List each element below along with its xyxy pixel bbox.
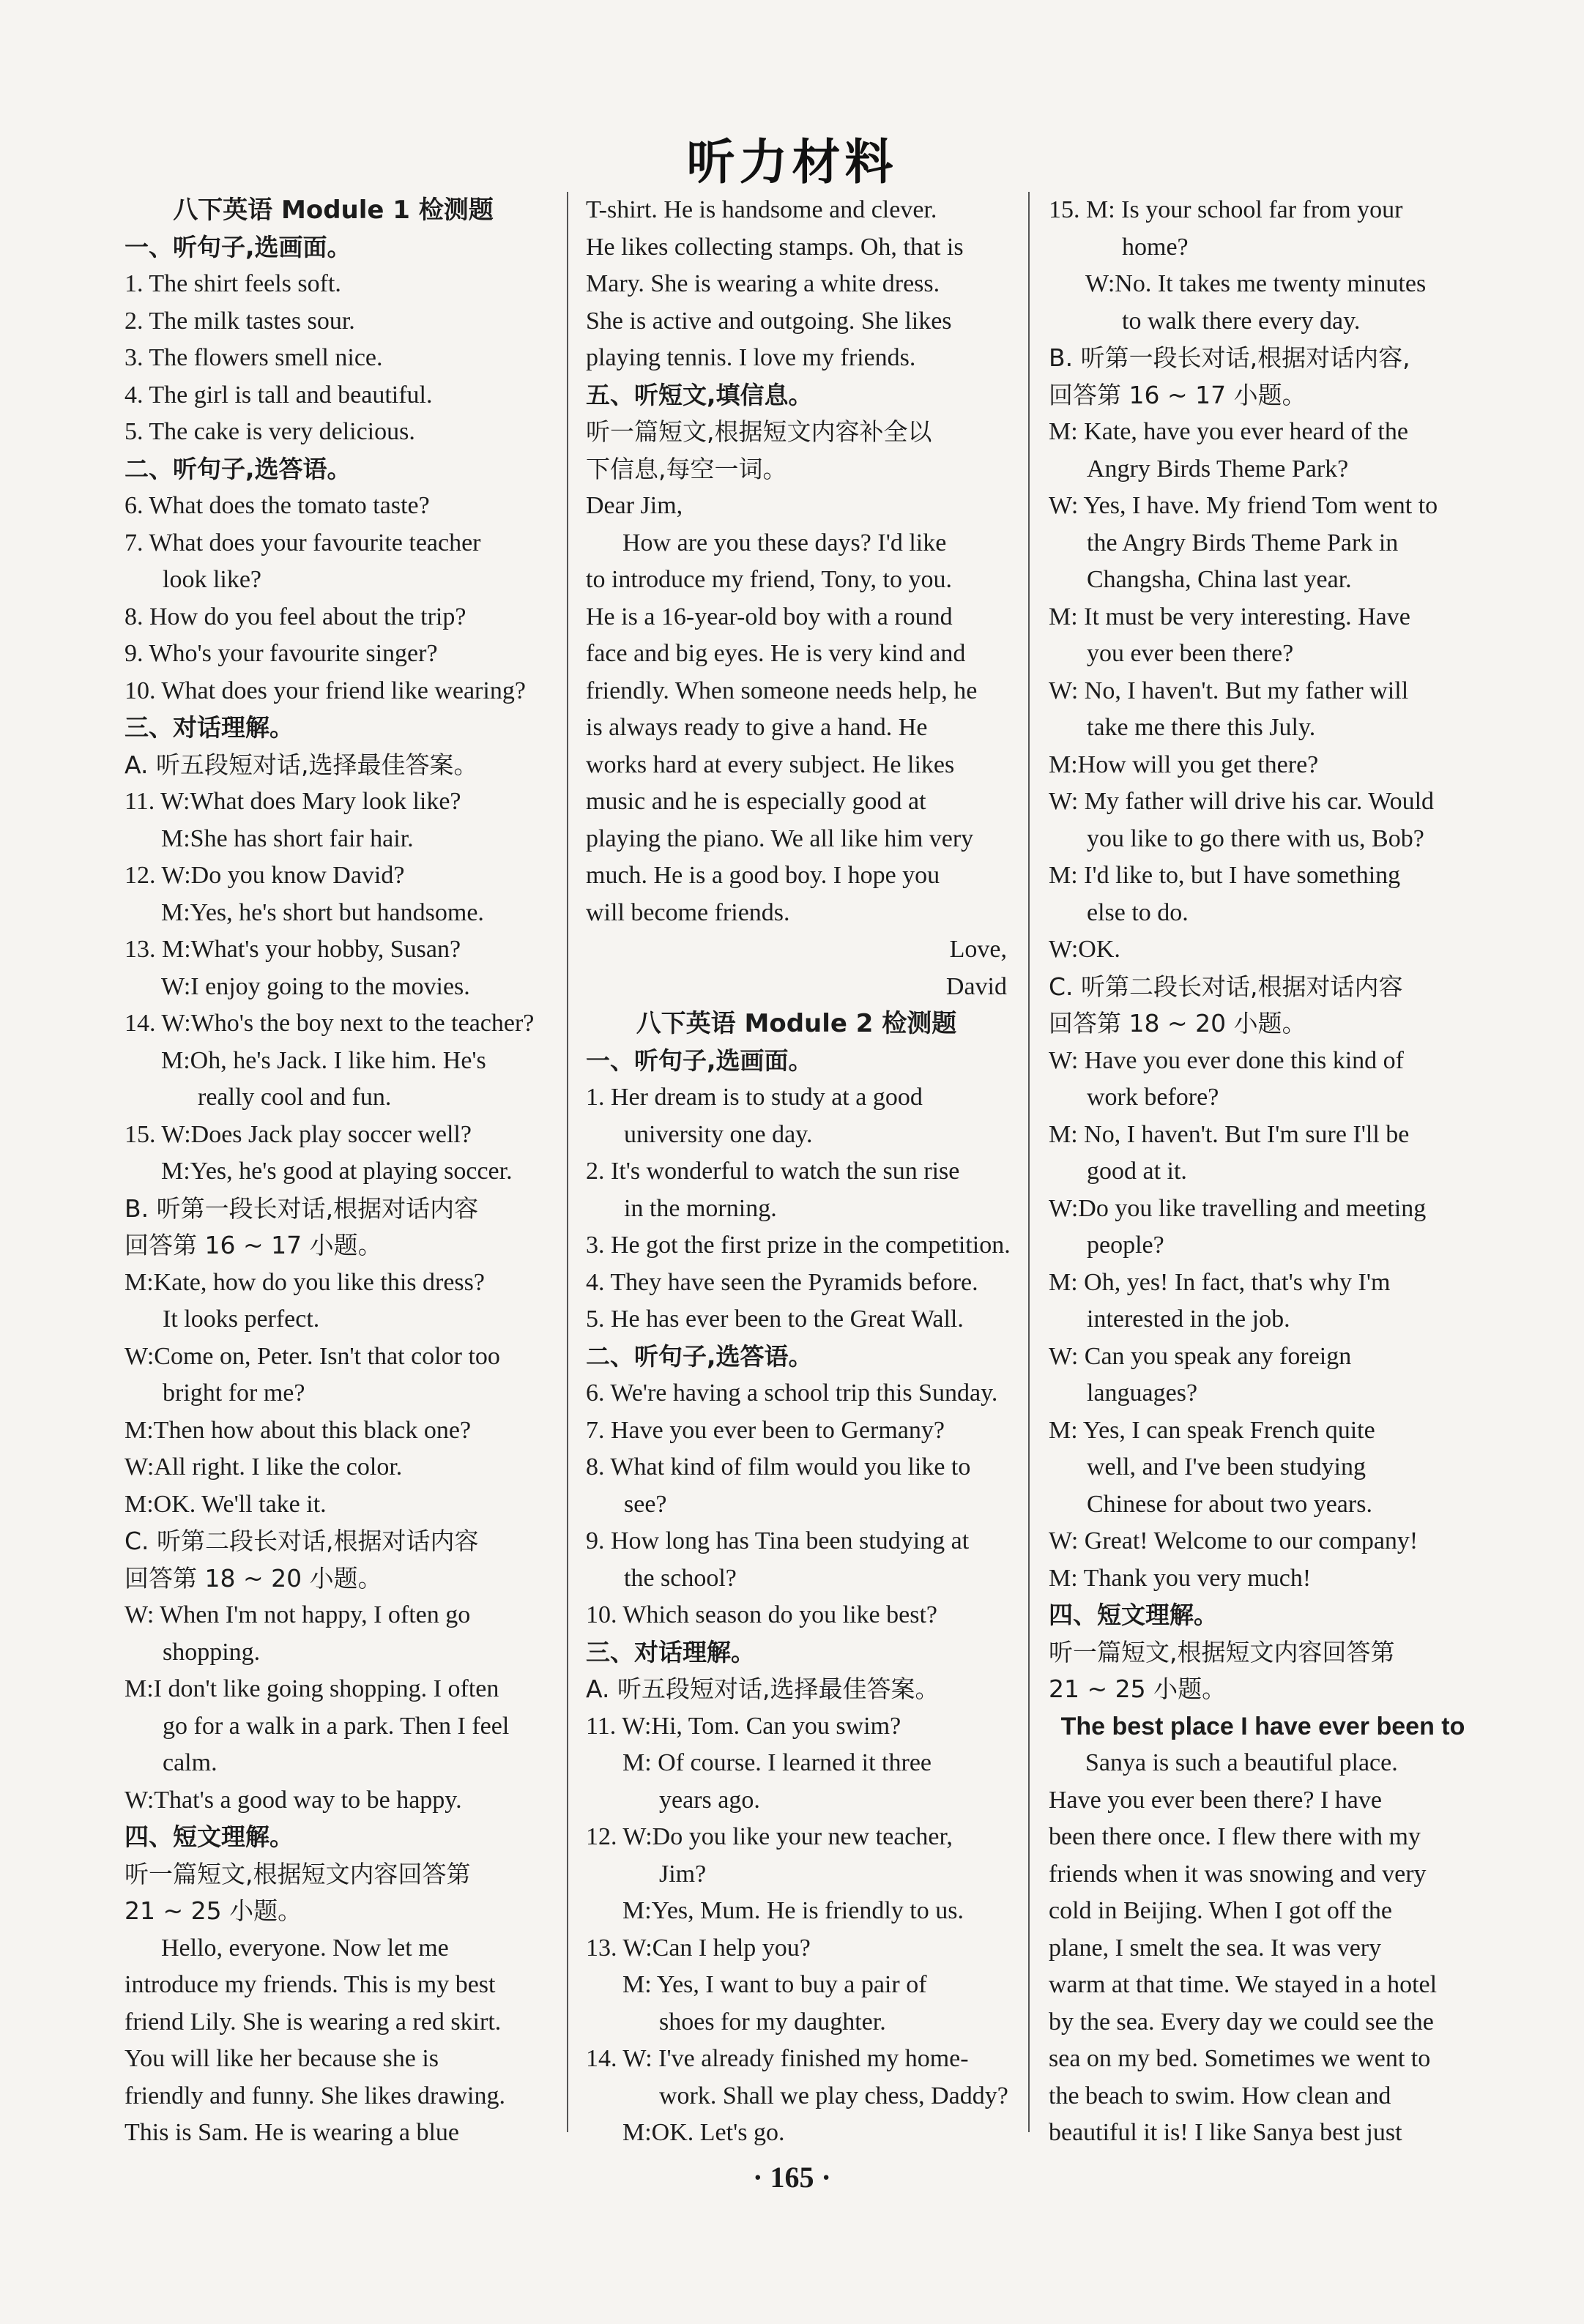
text-line: 12. W:Do you know David? [124,862,405,889]
text-line: W: My father will drive his car. Would [1049,788,1435,815]
text-line: M: Of course. I learned it three [622,1749,932,1776]
text-line: people? [1087,1232,1164,1259]
text-line: else to do. [1087,898,1189,926]
text-line: work. Shall we play chess, Daddy? [659,2082,1008,2109]
text-line: 11. W:What does Mary look like? [124,788,461,815]
text-line: friendly. When someone needs help, he [586,677,978,704]
text-line: 12. W:Do you like your new teacher, [586,1823,953,1850]
text-line: Chinese for about two years. [1087,1490,1372,1518]
text-line: W:OK. [1049,936,1120,963]
text-line: W: No, I haven't. But my father will [1049,677,1409,704]
text-line: M: I'd like to, but I have something [1049,862,1401,889]
text-line: friend Lily. She is wearing a red skirt. [124,2008,502,2036]
text-line: Hello, everyone. Now let me [161,1934,449,1962]
text-line: You will like her because she is [124,2045,439,2072]
text-line: She is active and outgoing. She likes [586,307,952,335]
text-line: M:How will you get there? [1049,751,1319,778]
text-line: M: Yes, I can speak French quite [1049,1416,1375,1444]
text-line: beautiful it is! I like Sanya best just [1049,2119,1402,2146]
text-line: well, and I've been studying [1087,1453,1366,1481]
text-line: M:Yes, Mum. He is friendly to us. [622,1897,964,1924]
text-line: W:No. It takes me twenty minutes [1085,270,1427,297]
text-line: work before? [1087,1084,1219,1111]
text-line: the school? [624,1564,737,1592]
instruction-line: C. 听第二段长对话,根据对话内容 [124,1527,479,1555]
text-line: Love, [949,936,1007,963]
section-heading: 三、对话理解。 [124,713,294,742]
text-line: Sanya is such a beautiful place. [1085,1749,1398,1776]
text-line: M:Yes, he's short but handsome. [161,898,484,926]
text-line: interested in the job. [1087,1306,1290,1333]
text-line: friendly and funny. She likes drawing. [124,2082,505,2109]
section-heading: 二、听句子,选答语。 [586,1341,813,1371]
text-line: The best place I have ever been to [1060,1712,1465,1740]
text-line: shopping. [163,1638,261,1666]
text-line: 14. W:Who's the boy next to the teacher? [124,1010,535,1037]
text-line: 4. They have seen the Pyramids before. [586,1268,978,1296]
instruction-line: 回答第 18 ~ 20 小题。 [124,1563,382,1593]
text-line: M: Thank you very much! [1049,1564,1312,1592]
text-line: to walk there every day. [1122,307,1361,335]
text-line: see? [624,1490,667,1518]
text-line: M:Kate, how do you like this dress? [124,1268,485,1296]
text-line: 1. Her dream is to study at a good [586,1084,923,1111]
text-line: take me there this July. [1087,714,1316,741]
text-line: Mary. She is wearing a white dress. [586,270,940,297]
text-line: This is Sam. He is wearing a blue [124,2119,460,2146]
text-line: M: It must be very interesting. Have [1049,603,1410,630]
text-line: 15. W:Does Jack play soccer well? [124,1120,472,1148]
text-line: W: Great! Welcome to our company! [1049,1527,1418,1554]
text-line: 9. Who's your favourite singer? [124,640,438,667]
text-line: W:All right. I like the color. [124,1453,403,1481]
text-line: It looks perfect. [163,1306,320,1333]
text-line: in the morning. [624,1194,777,1222]
text-line: 11. W:Hi, Tom. Can you swim? [586,1712,901,1740]
text-line: W:Do you like travelling and meeting [1049,1194,1427,1222]
text-line: Angry Birds Theme Park? [1087,455,1349,483]
instruction-line: 听一篇短文,根据短文内容回答第 [1049,1637,1395,1666]
text-line: good at it. [1087,1158,1187,1185]
instruction-line: 下信息,每空一词。 [586,454,787,483]
instruction-line: 回答第 16 ~ 17 小题。 [1049,380,1306,409]
text-line: much. He is a good boy. I hope you [586,862,940,889]
text-line: playing tennis. I love my friends. [586,344,916,371]
instruction-line: C. 听第二段长对话,根据对话内容 [1049,972,1403,1001]
text-line: playing the piano. We all like him very [586,824,974,852]
text-line: M:Then how about this black one? [124,1416,472,1444]
text-line: 5. The cake is very delicious. [124,418,415,445]
text-line: friends when it was snowing and very [1049,1860,1427,1888]
text-line: W: Have you ever done this kind of [1049,1046,1404,1074]
text-line: David [945,972,1007,1000]
text-line: T-shirt. He is handsome and clever. [586,196,937,223]
text-line: works hard at every subject. He likes [586,751,955,778]
module-title: 八下英语 Module 1 检测题 [173,195,494,225]
text-line: years ago. [659,1786,760,1814]
text-line: warm at that time. We stayed in a hotel [1049,1971,1438,1998]
text-line: W:I enjoy going to the movies. [161,972,470,1000]
text-line: languages? [1087,1379,1198,1407]
section-heading: 二、听句子,选答语。 [124,454,352,483]
text-line: 10. What does your friend like wearing? [124,677,526,704]
text-line: 14. W: I've already finished my home- [586,2045,969,2072]
text-line: W:That's a good way to be happy. [124,1786,462,1814]
text-line: university one day. [624,1120,813,1148]
text-line: plane, I smelt the sea. It was very [1049,1934,1382,1962]
text-line: W: When I'm not happy, I often go [124,1601,471,1628]
text-line: you ever been there? [1087,640,1294,667]
text-line: W: Can you speak any foreign [1049,1342,1352,1370]
text-line: calm. [163,1749,217,1776]
text-line: bright for me? [163,1379,305,1407]
text-line: 2. The milk tastes sour. [124,307,355,335]
text-line: 7. What does your favourite teacher [124,529,481,556]
instruction-line: 21 ~ 25 小题。 [1049,1675,1227,1703]
text-line: M:She has short fair hair. [161,824,414,852]
text-line: 13. M:What's your hobby, Susan? [124,936,461,963]
text-line: to introduce my friend, Tony, to you. [586,566,952,593]
instruction-line: B. 听第一段长对话,根据对话内容, [1049,343,1410,372]
text-line: M: No, I haven't. But I'm sure I'll be [1049,1120,1410,1148]
text-column-right [1049,192,1477,2152]
text-line: will become friends. [586,898,790,926]
text-line: look like? [163,566,262,593]
text-line: 3. He got the first prize in the competition. [586,1232,1011,1259]
instruction-line: 回答第 16 ~ 17 小题。 [124,1231,382,1259]
text-line: 5. He has ever been to the Great Wall. [586,1306,964,1333]
text-line: Changsha, China last year. [1087,566,1352,593]
text-line: the beach to swim. How clean and [1049,2082,1391,2109]
text-line: the Angry Birds Theme Park in [1087,529,1399,556]
text-line: 3. The flowers smell nice. [124,344,383,371]
instruction-line: B. 听第一段长对话,根据对话内容 [124,1193,479,1223]
instruction-line: 21 ~ 25 小题。 [124,1896,302,1925]
instruction-line: 听一篇短文,根据短文内容补全以 [586,417,932,446]
text-line: How are you these days? I'd like [622,529,947,556]
text-line: 10. Which season do you like best? [586,1601,938,1628]
text-line: home? [1122,233,1189,261]
text-line: 15. M: Is your school far from your [1049,196,1403,223]
text-line: 8. What kind of film would you like to [586,1453,971,1481]
module-title: 八下英语 Module 2 检测题 [636,1009,957,1038]
text-line: M: Oh, yes! In fact, that's why I'm [1049,1268,1391,1296]
column-divider [567,192,568,2132]
text-line: M:Oh, he's Jack. I like him. He's [161,1046,486,1074]
section-heading: 五、听短文,填信息。 [586,380,813,409]
text-line: introduce my friends. This is my best [124,1971,496,1998]
text-column-middle [586,192,1011,2152]
text-line: M:Yes, he's good at playing soccer. [161,1158,513,1185]
section-heading: 四、短文理解。 [1049,1601,1218,1629]
page-title: 听力材料 [686,134,898,190]
section-heading: 三、对话理解。 [586,1637,755,1666]
text-line: shoes for my daughter. [659,2008,886,2036]
instruction-line: 听一篇短文,根据短文内容回答第 [124,1859,471,1888]
text-line: 4. The girl is tall and beautiful. [124,381,433,409]
text-line: is always ready to give a hand. He [586,714,928,741]
text-column-left [124,192,542,2152]
text-line: Dear Jim, [586,492,683,519]
text-line: 2. It's wonderful to watch the sun rise [586,1158,960,1185]
section-heading: 四、短文理解。 [124,1822,294,1851]
text-line: He likes collecting stamps. Oh, that is [586,233,964,261]
text-line: sea on my bed. Sometimes we went to [1049,2045,1431,2072]
text-line: 9. How long has Tina been studying at [586,1527,970,1554]
text-line: 13. W:Can I help you? [586,1934,811,1962]
text-line: M: Yes, I want to buy a pair of [622,1971,927,1998]
column-divider [1028,192,1030,2132]
text-line: 6. What does the tomato taste? [124,492,430,519]
text-line: you like to go there with us, Bob? [1087,824,1424,852]
text-line: been there once. I flew there with my [1049,1823,1421,1850]
text-line: 1. The shirt feels soft. [124,270,341,297]
instruction-line: 回答第 18 ~ 20 小题。 [1049,1009,1306,1038]
section-heading: 一、听句子,选画面。 [586,1046,813,1075]
text-line: music and he is especially good at [586,788,926,815]
text-line: W: Yes, I have. My friend Tom went to [1049,492,1438,519]
text-line: 7. Have you ever been to Germany? [586,1416,945,1444]
text-line: M:OK. Let's go. [622,2119,785,2146]
page-number: · 165 · [753,2161,831,2194]
text-line: face and big eyes. He is very kind and [586,640,966,667]
text-line: Have you ever been there? I have [1049,1786,1382,1814]
text-line: 6. We're having a school trip this Sunday. [586,1379,998,1407]
text-line: cold in Beijing. When I got off the [1049,1897,1392,1924]
section-heading: 一、听句子,选画面。 [124,232,352,261]
text-line: M:OK. We'll take it. [124,1490,327,1518]
text-line: Jim? [659,1860,707,1888]
text-line: He is a 16-year-old boy with a round [586,603,953,630]
text-line: really cool and fun. [198,1084,392,1111]
instruction-line: A. 听五段短对话,选择最佳答案。 [124,750,478,779]
text-line: W:Come on, Peter. Isn't that color too [124,1342,500,1370]
text-line: M: Kate, have you ever heard of the [1049,418,1408,445]
text-line: by the sea. Every day we could see the [1049,2008,1434,2036]
text-line: 8. How do you feel about the trip? [124,603,466,630]
text-line: go for a walk in a park. Then I feel [163,1712,510,1740]
instruction-line: A. 听五段短对话,选择最佳答案。 [586,1675,940,1703]
text-line: M:I don't like going shopping. I often [124,1675,499,1702]
